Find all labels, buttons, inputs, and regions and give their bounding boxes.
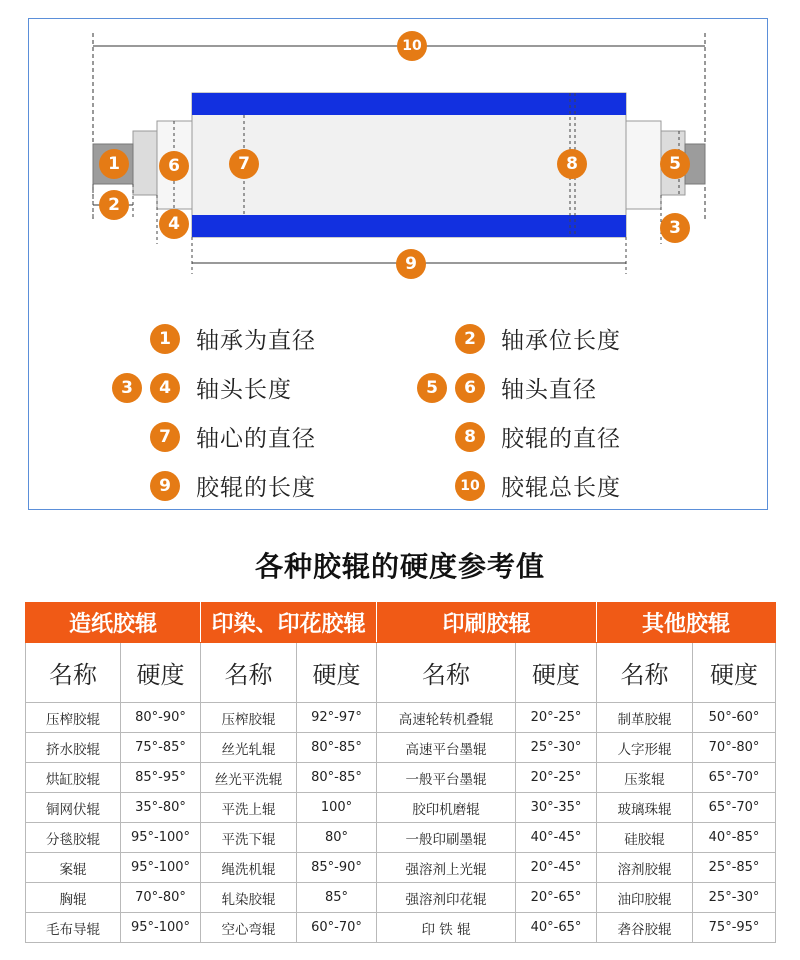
table-cell: 压浆辊	[597, 763, 693, 793]
roller-diagram-panel	[28, 18, 768, 510]
table-cell: 硅胶辊	[597, 823, 693, 853]
table-cell: 溶剂胶辊	[597, 853, 693, 883]
roller-band-bottom	[192, 215, 626, 237]
column-header-hardness: 硬度	[516, 643, 597, 703]
marker-8-badge: 8	[557, 149, 587, 179]
legend-badge: 1	[150, 324, 180, 354]
table-cell: 强溶剂印花辊	[377, 883, 516, 913]
table-cell: 铜网伏辊	[26, 793, 121, 823]
table-cell: 80°-90°	[121, 703, 201, 733]
table-cell: 强溶剂上光辊	[377, 853, 516, 883]
group-header-row	[26, 603, 776, 643]
table-cell: 20°-45°	[516, 853, 597, 883]
table-row	[26, 703, 776, 733]
column-header-hardness: 硬度	[693, 643, 776, 703]
table-row	[26, 853, 776, 883]
hardness-table	[25, 602, 776, 943]
table-cell: 25°-30°	[693, 883, 776, 913]
table-cell: 20°-25°	[516, 703, 597, 733]
column-header-hardness: 硬度	[297, 643, 377, 703]
table-cell: 烘缸胶辊	[26, 763, 121, 793]
table-cell: 挤水胶辊	[26, 733, 121, 763]
table-cell: 平洗上辊	[201, 793, 297, 823]
table-cell: 油印胶辊	[597, 883, 693, 913]
table-cell: 制革胶辊	[597, 703, 693, 733]
table-cell: 65°-70°	[693, 763, 776, 793]
shaft-right-inner	[626, 121, 661, 209]
table-row	[26, 823, 776, 853]
shaft-left-middle	[133, 131, 157, 195]
legend-text: 胶辊总长度	[501, 475, 621, 501]
legend-badge: 6	[455, 373, 485, 403]
legend-badge: 4	[150, 373, 180, 403]
table-cell: 丝光轧辊	[201, 733, 297, 763]
table-cell: 65°-70°	[693, 793, 776, 823]
group-header-paper: 造纸胶辊	[26, 603, 201, 643]
legend-item-9	[150, 469, 316, 502]
group-header-dyeing: 印染、印花胶辊	[201, 603, 377, 643]
table-cell: 毛布导辊	[26, 913, 121, 943]
legend-item-2	[455, 322, 621, 355]
legend-text: 胶辊的直径	[501, 426, 621, 452]
legend-badge: 10	[455, 471, 485, 501]
table-cell: 80°-85°	[297, 763, 377, 793]
table-body	[26, 703, 776, 943]
column-header-name: 名称	[26, 643, 121, 703]
table-cell: 70°-80°	[693, 733, 776, 763]
marker-1-badge: 1	[99, 149, 129, 179]
marker-10-badge: 10	[397, 31, 427, 61]
table-cell: 一般平台墨辊	[377, 763, 516, 793]
legend-item-10	[455, 469, 621, 502]
table-cell: 70°-80°	[121, 883, 201, 913]
group-header-printing: 印刷胶辊	[377, 603, 597, 643]
table-cell: 一般印刷墨辊	[377, 823, 516, 853]
legend-text: 胶辊的长度	[196, 475, 316, 501]
table-cell: 高速轮转机叠辊	[377, 703, 516, 733]
table-cell: 砻谷胶辊	[597, 913, 693, 943]
table-cell: 95°-100°	[121, 823, 201, 853]
marker-6-badge: 6	[159, 151, 189, 181]
legend-text: 轴承位长度	[501, 328, 621, 354]
table-cell: 85°-90°	[297, 853, 377, 883]
legend-badge: 9	[150, 471, 180, 501]
table-cell: 92°-97°	[297, 703, 377, 733]
table-cell: 75°-85°	[121, 733, 201, 763]
table-cell: 100°	[297, 793, 377, 823]
roller-band-top	[192, 93, 626, 115]
table-cell: 80°-85°	[297, 733, 377, 763]
table-cell: 绳洗机辊	[201, 853, 297, 883]
table-cell: 胶印机磨辊	[377, 793, 516, 823]
table-row	[26, 763, 776, 793]
table-cell: 40°-85°	[693, 823, 776, 853]
table-cell: 高速平台墨辊	[377, 733, 516, 763]
marker-7-badge: 7	[229, 149, 259, 179]
table-cell: 80°	[297, 823, 377, 853]
legend-text: 轴头直径	[501, 377, 597, 403]
table-cell: 轧染胶辊	[201, 883, 297, 913]
legend-badge: 8	[455, 422, 485, 452]
table-cell: 60°-70°	[297, 913, 377, 943]
column-header-name: 名称	[597, 643, 693, 703]
column-header-name: 名称	[201, 643, 297, 703]
table-cell: 25°-30°	[516, 733, 597, 763]
table-row	[26, 733, 776, 763]
table-cell: 印 铁 辊	[377, 913, 516, 943]
legend-item-8	[455, 420, 621, 453]
table-cell: 空心弯辊	[201, 913, 297, 943]
table-cell: 压榨胶辊	[26, 703, 121, 733]
table-cell: 35°-80°	[121, 793, 201, 823]
legend-item-5-6	[417, 371, 597, 404]
table-cell: 95°-100°	[121, 913, 201, 943]
marker-2-badge: 2	[99, 190, 129, 220]
table-row	[26, 913, 776, 943]
legend-badge: 5	[417, 373, 447, 403]
table-cell: 平洗下辊	[201, 823, 297, 853]
legend-item-3-4	[112, 371, 292, 404]
group-header-other: 其他胶辊	[597, 603, 776, 643]
marker-3-badge: 3	[660, 213, 690, 243]
hardness-table-title: 各种胶辊的硬度参考值	[254, 550, 545, 583]
table-cell: 胸辊	[26, 883, 121, 913]
table-cell: 20°-65°	[516, 883, 597, 913]
table-cell: 75°-95°	[693, 913, 776, 943]
column-header-row	[26, 643, 776, 703]
table-cell: 压榨胶辊	[201, 703, 297, 733]
column-header-name: 名称	[377, 643, 516, 703]
legend-text: 轴承为直径	[196, 328, 316, 354]
marker-9-badge: 9	[396, 249, 426, 279]
table-cell: 丝光平洗辊	[201, 763, 297, 793]
table-row	[26, 793, 776, 823]
table-cell: 85°	[297, 883, 377, 913]
table-row	[26, 883, 776, 913]
table-cell: 20°-25°	[516, 763, 597, 793]
table-cell: 案辊	[26, 853, 121, 883]
table-cell: 85°-95°	[121, 763, 201, 793]
legend-text: 轴头长度	[196, 377, 292, 403]
table-cell: 40°-45°	[516, 823, 597, 853]
table-cell: 25°-85°	[693, 853, 776, 883]
legend-badge: 3	[112, 373, 142, 403]
table-cell: 40°-65°	[516, 913, 597, 943]
table-cell: 人字形辊	[597, 733, 693, 763]
table-cell: 50°-60°	[693, 703, 776, 733]
marker-5-badge: 5	[660, 149, 690, 179]
table-cell: 30°-35°	[516, 793, 597, 823]
legend-text: 轴心的直径	[196, 426, 316, 452]
column-header-hardness: 硬度	[121, 643, 201, 703]
legend-badge: 7	[150, 422, 180, 452]
legend-item-7	[150, 420, 316, 453]
table-cell: 95°-100°	[121, 853, 201, 883]
table-cell: 玻璃珠辊	[597, 793, 693, 823]
legend-item-1	[150, 322, 316, 355]
legend-badge: 2	[455, 324, 485, 354]
table-cell: 分毯胶辊	[26, 823, 121, 853]
marker-4-badge: 4	[159, 209, 189, 239]
